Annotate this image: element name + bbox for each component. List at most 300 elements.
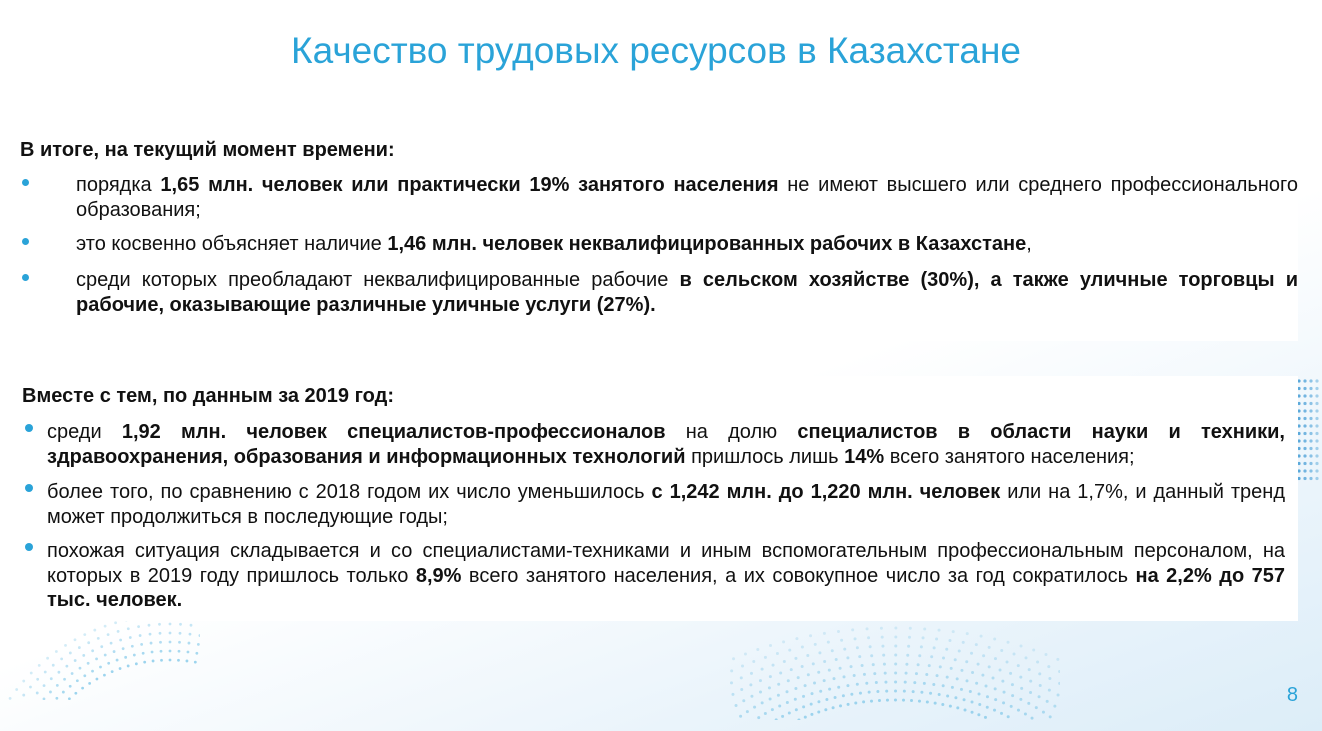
decorative-dot	[971, 711, 974, 714]
decorative-dot	[797, 676, 800, 679]
bullet-icon	[22, 179, 29, 186]
decorative-dot	[127, 665, 130, 668]
decorative-dot	[1042, 711, 1045, 714]
decorative-dot	[140, 643, 143, 646]
decorative-dot	[1038, 695, 1041, 698]
decorative-dot	[814, 643, 817, 646]
decorative-dot	[1003, 691, 1006, 694]
decorative-dot	[1303, 432, 1306, 435]
decorative-dot	[36, 692, 39, 695]
decorative-dot	[1001, 680, 1004, 683]
decorative-dot	[863, 673, 866, 676]
decorative-dot	[794, 698, 797, 701]
decorative-dot	[790, 668, 793, 671]
summary-panel	[12, 126, 1298, 341]
decorative-dot	[971, 700, 974, 703]
decorative-dot	[842, 694, 845, 697]
decorative-dot	[96, 678, 99, 681]
decorative-dot	[858, 655, 861, 658]
decorative-dot	[965, 679, 968, 682]
decorative-dot	[1309, 402, 1312, 405]
decorative-dot	[837, 630, 840, 633]
decorative-dot	[1309, 409, 1312, 412]
decorative-dot	[854, 702, 857, 705]
decorative-dot	[55, 650, 58, 653]
decorative-dot	[1315, 424, 1318, 427]
decorative-dot	[823, 660, 826, 663]
decorative-dot	[970, 652, 973, 655]
decorative-dot	[833, 677, 836, 680]
decorative-dot	[810, 713, 813, 716]
decorative-dot	[975, 643, 978, 646]
decorative-dot	[960, 669, 963, 672]
decorative-dot	[932, 683, 935, 686]
decorative-dot	[60, 657, 63, 660]
decorative-dot	[1309, 469, 1312, 472]
decorative-dot	[65, 665, 68, 668]
decorative-dot	[782, 640, 785, 643]
decorative-dot	[885, 690, 888, 693]
decorative-dot	[1303, 439, 1306, 442]
decorative-dot	[905, 663, 908, 666]
decorative-dot	[811, 692, 814, 695]
decorative-dot	[15, 688, 18, 691]
decorative-dot	[894, 627, 897, 630]
decorative-dot	[131, 645, 134, 648]
decorative-dot	[929, 692, 932, 695]
decorative-dot	[179, 632, 182, 635]
decorative-dot	[83, 633, 86, 636]
decorative-dot	[160, 650, 163, 653]
decorative-dot	[107, 633, 110, 636]
decorative-dot	[756, 648, 759, 651]
decorative-dot	[44, 671, 47, 674]
decorative-dot	[1006, 660, 1009, 663]
decorative-dot	[69, 652, 72, 655]
decorative-dot	[149, 633, 152, 636]
decorative-dot	[797, 718, 800, 720]
decorative-dot	[1013, 652, 1016, 655]
decorative-dot	[883, 663, 886, 666]
decorative-dot	[764, 656, 767, 659]
decorative-dot	[986, 706, 989, 709]
decorative-dot	[22, 694, 25, 697]
decorative-dot	[746, 710, 749, 713]
decorative-dot	[1315, 447, 1318, 450]
decorative-dot	[88, 682, 91, 685]
decorative-dot	[965, 660, 968, 663]
decorative-dot	[129, 636, 132, 639]
decorative-dot	[823, 679, 826, 682]
decorative-dot	[1303, 409, 1306, 412]
decorative-dot	[964, 708, 967, 711]
decorative-dot	[732, 657, 735, 660]
decorative-dot	[1007, 715, 1010, 718]
decorative-dot	[74, 659, 77, 662]
decorative-dot	[954, 696, 957, 699]
decorative-dot	[781, 715, 784, 718]
decorative-dot	[56, 684, 59, 687]
decorative-dot	[1000, 712, 1003, 715]
decorative-dot	[36, 678, 39, 681]
decorative-dot	[46, 657, 49, 660]
decorative-dot	[761, 701, 764, 704]
decorative-dot	[38, 664, 41, 667]
decorative-dot	[1309, 387, 1312, 390]
list-item: среди 1,92 млн. человек специалистов-профессионалов на долю специалистов в области науки и техники, здравоохранения, образования и информационных технологий пришлось лишь 14% всего занятого населения;	[47, 420, 1285, 469]
decorative-dot	[993, 709, 996, 712]
decorative-dot	[124, 656, 127, 659]
list-item: порядка 1,65 млн. человек или практически 19% занятого населения не имеют высшего или среднего профессионального образования;	[76, 173, 1298, 222]
decorative-dot	[1309, 447, 1312, 450]
decorative-dot	[952, 630, 955, 633]
decorative-dot	[963, 698, 966, 701]
decorative-dot	[749, 683, 752, 686]
decorative-dot	[1020, 644, 1023, 647]
decorative-dot	[920, 691, 923, 694]
decorative-dot	[788, 649, 791, 652]
decorative-dot	[828, 669, 831, 672]
page-number: 8	[1286, 684, 1298, 706]
decorative-dot	[910, 699, 913, 702]
decorative-dot	[902, 699, 905, 702]
decorative-dot	[759, 690, 762, 693]
decorative-dot	[984, 716, 987, 719]
decorative-dot	[1309, 454, 1312, 457]
decorative-dots-center	[730, 610, 1060, 720]
decorative-dot	[861, 664, 864, 667]
decorative-dot	[91, 670, 94, 673]
decorative-dot	[52, 664, 55, 667]
decorative-dot	[1019, 676, 1022, 679]
decorative-dot	[142, 652, 145, 655]
decorative-dot	[869, 645, 872, 648]
decorative-dot	[886, 699, 889, 702]
decorative-dot	[1038, 672, 1041, 675]
decorative-dot	[29, 686, 32, 689]
decorative-dot	[731, 693, 734, 696]
decorative-dot	[827, 641, 830, 644]
decorative-dot	[915, 672, 918, 675]
decorative-dot	[1024, 656, 1027, 659]
decorative-dot	[783, 660, 786, 663]
decorative-dot	[190, 624, 193, 627]
decorative-dot	[757, 716, 760, 719]
decorative-dot	[150, 642, 153, 645]
decorative-dot	[1303, 424, 1306, 427]
decorative-dot	[64, 644, 67, 647]
decorative-dot	[846, 656, 849, 659]
decorative-dot	[856, 683, 859, 686]
decorative-dot	[1029, 691, 1032, 694]
decorative-dot	[894, 636, 897, 639]
decorative-dot	[918, 654, 921, 657]
decorative-dot	[1315, 402, 1318, 405]
decorative-dot	[939, 665, 942, 668]
decorative-dot	[1303, 402, 1306, 405]
decorative-dot	[1315, 477, 1318, 480]
decorative-dot	[817, 710, 820, 713]
decorative-dot	[1309, 432, 1312, 435]
decorative-dot	[143, 661, 146, 664]
decorative-dot	[178, 641, 181, 644]
decorative-dot	[104, 625, 107, 628]
list-item: похожая ситуация складывается и со специалистами-техниками и иным вспомогательным профессиональным персоналом, на которых в 2019 году пришлось только 8,9% всего занятого населения, а их совокупное число за год сократилось на 2,2% до 757 тыс. человек.	[47, 539, 1285, 613]
decorative-dot	[74, 692, 77, 695]
decorative-dot	[907, 645, 910, 648]
decorative-dot	[739, 715, 742, 718]
decorative-dot	[22, 680, 25, 683]
decorative-dot	[920, 645, 923, 648]
decorative-dot	[1007, 641, 1010, 644]
decorative-dot	[828, 688, 831, 691]
decorative-dot	[1315, 387, 1318, 390]
decorative-dot	[49, 691, 52, 694]
decorative-dot	[975, 682, 978, 685]
decorative-dot	[859, 692, 862, 695]
decorative-dot	[982, 654, 985, 657]
decorative-dot	[103, 674, 106, 677]
decorative-dot	[913, 681, 916, 684]
decorative-dots-right	[1295, 375, 1322, 485]
decorative-dot	[81, 687, 84, 690]
decorative-dot	[1309, 379, 1312, 382]
decorative-dot	[1309, 417, 1312, 420]
decorative-dot	[1002, 701, 1005, 704]
decorative-dot	[980, 635, 983, 638]
decorative-dot	[1047, 665, 1050, 668]
decorative-dot	[1315, 417, 1318, 420]
decorative-dot	[818, 651, 821, 654]
decorative-dot	[958, 650, 961, 653]
list-item: это косвенно объясняет наличие 1,46 млн. человек неквалифицированных рабочих в Казахстане,	[76, 232, 1298, 257]
decorative-dot	[817, 671, 820, 674]
decorative-dot	[788, 711, 791, 714]
decorative-dot	[1315, 439, 1318, 442]
decorative-dot	[1309, 394, 1312, 397]
decorative-dot	[802, 705, 805, 708]
decorative-dot	[1315, 394, 1318, 397]
decorative-dot	[912, 690, 915, 693]
bullet-icon	[25, 424, 33, 432]
decorative-dot	[804, 684, 807, 687]
bullet-icon	[25, 484, 33, 492]
decorative-dot	[133, 654, 136, 657]
decorative-dot	[1017, 709, 1020, 712]
decorative-dot	[764, 712, 767, 715]
decorative-dot	[1309, 424, 1312, 427]
decorative-dot	[197, 643, 200, 646]
decorative-dot	[850, 693, 853, 696]
decorative-dot	[1315, 379, 1318, 382]
decorative-dot	[817, 700, 820, 703]
decorative-dot	[769, 644, 772, 647]
decorative-dot	[1303, 454, 1306, 457]
decorative-dot	[966, 632, 969, 635]
decorative-dot	[750, 672, 753, 675]
bullet-icon	[25, 543, 33, 551]
decorative-dot	[76, 679, 79, 682]
decorative-dot	[978, 692, 981, 695]
decorative-dot	[1028, 668, 1031, 671]
decorative-dot	[1049, 715, 1052, 718]
decorative-dot	[884, 681, 887, 684]
decorative-dot	[93, 629, 96, 632]
decorative-dot	[30, 672, 33, 675]
decorative-dot	[83, 674, 86, 677]
decorative-dot	[938, 629, 941, 632]
decorative-dot	[769, 675, 772, 678]
decorative-dot	[777, 683, 780, 686]
decorative-dot	[158, 623, 161, 626]
decorative-dot	[104, 654, 107, 657]
decorative-dot	[969, 690, 972, 693]
decorative-dot	[741, 665, 744, 668]
decorative-dot	[942, 657, 945, 660]
decorative-dot	[802, 695, 805, 698]
decorative-dot	[68, 697, 71, 700]
slide-title: Качество трудовых ресурсов в Казахстане	[291, 30, 1021, 71]
decorative-dot	[956, 706, 959, 709]
decorative-dot	[787, 679, 790, 682]
decorative-dot	[935, 637, 938, 640]
decorative-dot	[1315, 469, 1318, 472]
decorative-dot	[1303, 417, 1306, 420]
section-heading: Вместе с тем, по данным за 2019 год:	[22, 385, 394, 407]
decorative-dot	[881, 645, 884, 648]
decorative-dot	[742, 699, 745, 702]
decorative-dot	[111, 670, 114, 673]
decorative-dot	[752, 660, 755, 663]
decorative-dot	[999, 668, 1002, 671]
decorative-dot	[1044, 653, 1047, 656]
decorative-dot	[122, 647, 125, 650]
decorative-dot	[135, 662, 138, 665]
decorative-dot	[1303, 477, 1306, 480]
decorative-dot	[801, 646, 804, 649]
decorative-dot	[116, 659, 119, 662]
decorative-dot	[100, 645, 103, 648]
decorative-dot	[971, 671, 974, 674]
decorative-dot	[867, 636, 870, 639]
decorative-dot	[178, 650, 181, 653]
bullet-icon	[22, 274, 29, 281]
decorative-dot	[740, 676, 743, 679]
decorative-dot	[903, 690, 906, 693]
decorative-dot	[851, 628, 854, 631]
decorative-dot	[786, 690, 789, 693]
decorative-dot	[50, 677, 53, 680]
decorative-dot	[78, 646, 81, 649]
decorative-dot	[928, 664, 931, 667]
decorative-dot	[795, 637, 798, 640]
decorative-dot	[948, 639, 951, 642]
decorative-dot	[881, 636, 884, 639]
decorative-dot	[9, 697, 12, 700]
decorative-dot	[186, 660, 189, 663]
decorative-dot	[777, 694, 780, 697]
decorative-dot	[97, 637, 100, 640]
decorative-dot	[1309, 439, 1312, 442]
decorative-dot	[878, 699, 881, 702]
decorative-dot	[1315, 454, 1318, 457]
decorative-dot	[1315, 462, 1318, 465]
decorative-dot	[139, 634, 142, 637]
decorative-dot	[839, 704, 842, 707]
decorative-dot	[992, 676, 995, 679]
decorative-dot	[813, 682, 816, 685]
decorative-dot	[753, 706, 756, 709]
decorative-dot	[806, 654, 809, 657]
decorative-dot	[923, 682, 926, 685]
decorative-dot	[946, 694, 949, 697]
decorative-dot	[160, 659, 163, 662]
decorative-dot	[119, 667, 122, 670]
decorative-dot	[159, 632, 162, 635]
decorative-dot	[776, 652, 779, 655]
decorative-dot	[740, 688, 743, 691]
decorative-dot	[936, 674, 939, 677]
decorative-dot	[74, 638, 77, 641]
bullet-icon	[22, 238, 29, 245]
decorative-dot	[113, 650, 116, 653]
decorative-dot	[1303, 447, 1306, 450]
decorative-dot	[189, 633, 192, 636]
decorative-dot	[43, 697, 46, 700]
list-item: среди которых преобладают неквалифицированные рабочие в сельском хозяйстве (30%), а также уличные торговцы и рабочие, оказывающие различные уличные услуги (27%).	[76, 268, 1298, 317]
decorative-dot	[930, 655, 933, 658]
decorative-dot	[865, 682, 868, 685]
decorative-dot	[169, 641, 172, 644]
decorative-dot	[870, 654, 873, 657]
decorative-dot	[730, 669, 733, 672]
decorative-dot	[159, 641, 162, 644]
decorative-dot	[985, 684, 988, 687]
decorative-dot	[1056, 658, 1059, 661]
decorative-dot	[1058, 682, 1060, 685]
decorative-dot	[91, 649, 94, 652]
decorative-dot	[761, 668, 764, 671]
decorative-dot	[775, 718, 778, 720]
decorative-dot	[835, 658, 838, 661]
decorative-dot	[832, 706, 835, 709]
decorative-dot	[1020, 687, 1023, 690]
decorative-dot	[873, 672, 876, 675]
decorative-dot	[981, 674, 984, 677]
decorative-dot	[69, 685, 72, 688]
decorative-dot	[922, 636, 925, 639]
decorative-dot	[1027, 702, 1030, 705]
decorative-dot	[918, 700, 921, 703]
decorative-dot	[853, 674, 856, 677]
decorative-dot	[795, 708, 798, 711]
decorative-dot	[994, 687, 997, 690]
decorative-dot	[188, 642, 191, 645]
decorative-dot	[750, 695, 753, 698]
decorative-dot	[837, 686, 840, 689]
decorative-dot	[894, 654, 897, 657]
decorative-dot	[954, 658, 957, 661]
decorative-dot	[114, 621, 117, 624]
decorative-dot	[938, 693, 941, 696]
decorative-dot	[941, 703, 944, 706]
decorative-dot	[977, 663, 980, 666]
decorative-dot	[834, 696, 837, 699]
decorative-dot	[917, 663, 920, 666]
decorative-dot	[137, 625, 140, 628]
decorative-dot	[57, 671, 60, 674]
decorative-dot	[894, 663, 897, 666]
